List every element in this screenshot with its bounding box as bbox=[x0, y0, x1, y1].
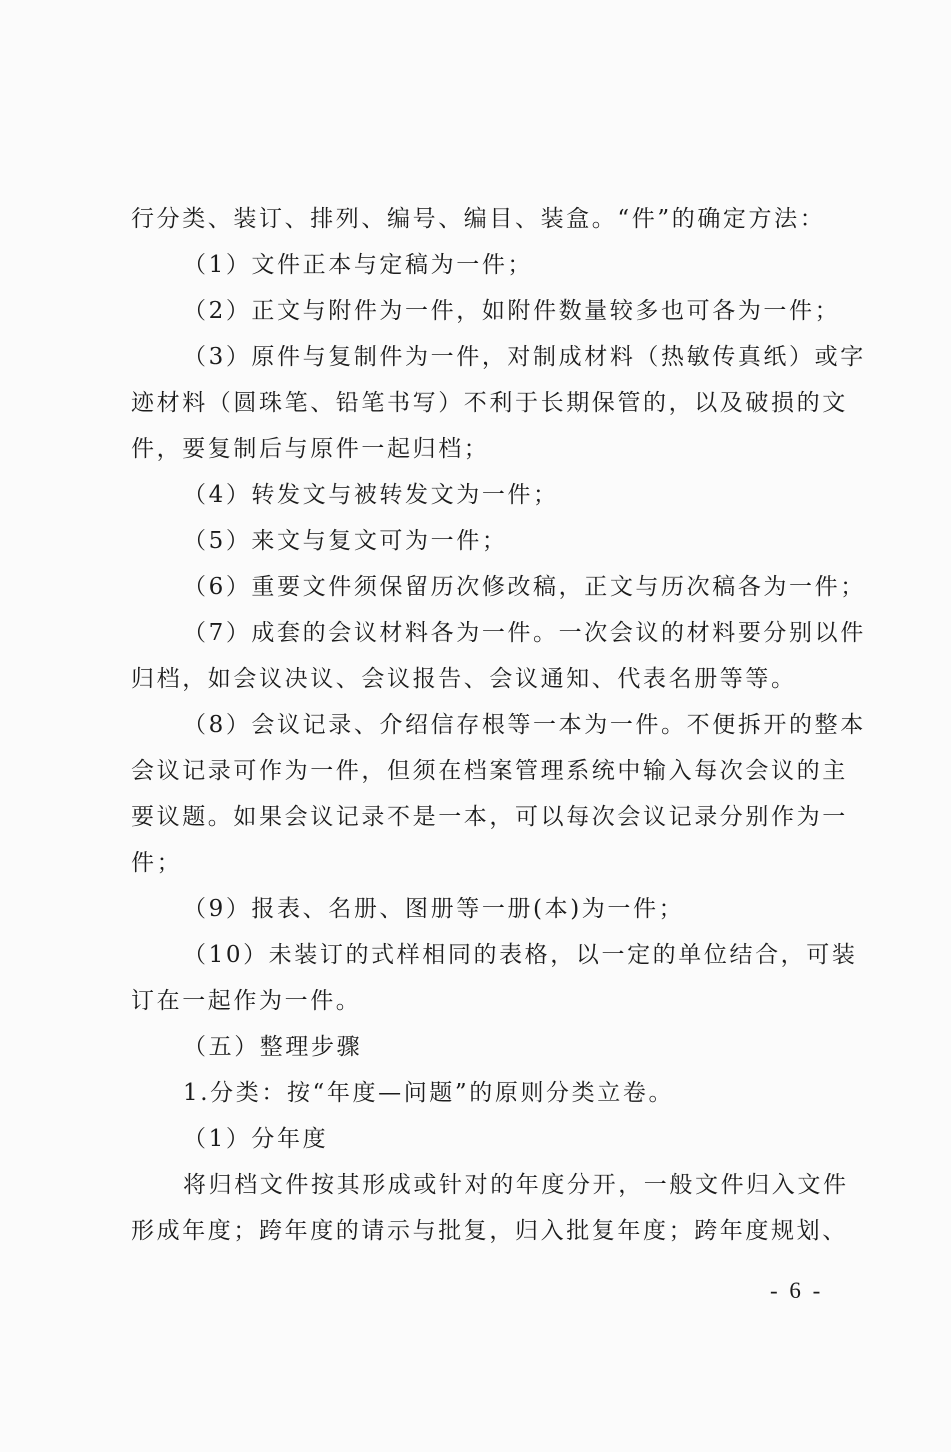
document-body bbox=[131, 196, 866, 1254]
text-line: （6）重要文件须保留历次修改稿，正文与历次稿各为一件； bbox=[183, 574, 866, 600]
text-line: 迹材料（圆珠笔、铅笔书写）不利于长期保管的，以及破损的文 bbox=[131, 390, 848, 416]
text-line: 归档，如会议决议、会议报告、会议通知、代表名册等等。 bbox=[131, 666, 797, 692]
page-number: - 6 - bbox=[770, 1278, 824, 1303]
text-line: （3）原件与复制件为一件，对制成材料（热敏传真纸）或字 bbox=[183, 344, 866, 370]
text-line: （9）报表、名册、图册等一册(本)为一件； bbox=[183, 896, 685, 922]
text-line: （10）未装订的式样相同的表格，以一定的单位结合，可装 bbox=[183, 942, 858, 968]
text-line: 将归档文件按其形成或针对的年度分开，一般文件归入文件 bbox=[183, 1172, 849, 1198]
text-line: （8）会议记录、介绍信存根等一本为一件。不便拆开的整本 bbox=[183, 712, 866, 738]
text-line: 行分类、装订、排列、编号、编目、装盒。“件”的确定方法： bbox=[131, 206, 826, 232]
text-line: （1）文件正本与定稿为一件； bbox=[183, 252, 534, 278]
text-line: （5）来文与复文可为一件； bbox=[183, 528, 508, 554]
text-line: 订在一起作为一件。 bbox=[131, 988, 362, 1014]
text-line: 1.分类：按“年度—问题”的原则分类立卷。 bbox=[183, 1080, 675, 1106]
text-line: （2）正文与附件为一件，如附件数量较多也可各为一件； bbox=[183, 298, 841, 324]
text-line: 件； bbox=[131, 850, 183, 876]
text-line: （7）成套的会议材料各为一件。一次会议的材料要分别以件 bbox=[183, 620, 866, 646]
text-line: 要议题。如果会议记录不是一本，可以每次会议记录分别作为一 bbox=[131, 804, 848, 830]
text-line: 形成年度；跨年度的请示与批复，归入批复年度；跨年度规划、 bbox=[131, 1218, 848, 1244]
text-line: （4）转发文与被转发文为一件； bbox=[183, 482, 559, 508]
text-line: 件，要复制后与原件一起归档； bbox=[131, 436, 490, 462]
subsection-heading: （1）分年度 bbox=[183, 1126, 329, 1152]
section-heading: （五）整理步骤 bbox=[183, 1034, 363, 1060]
text-line: 会议记录可作为一件，但须在档案管理系统中输入每次会议的主 bbox=[131, 758, 848, 784]
